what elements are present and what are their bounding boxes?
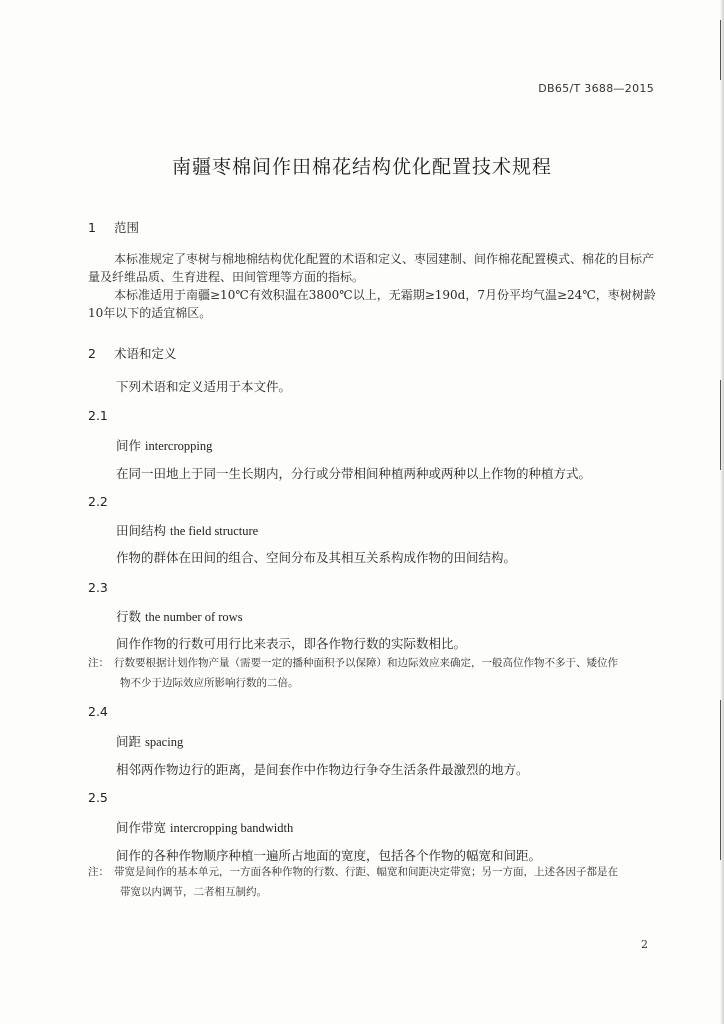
definition-2-1: 在同一田地上于同一生长期内，分行或分带相间种植两种或两种以上作物的种植方式。: [116, 466, 592, 481]
clause-number-2-2: 2.2: [88, 494, 108, 509]
note-line-1: 带宽是间作的基本单元，一方面各种作物的行数、行距、幅宽和间距决定带宽；另一方面，上述各因子都是在: [114, 866, 618, 878]
scan-artifact: [720, 20, 721, 80]
term-english: intercropping bandwidth: [170, 821, 294, 835]
note-label: 注：: [88, 657, 109, 669]
clause-number-2-5: 2.5: [88, 790, 108, 805]
term-english: the number of rows: [145, 610, 243, 624]
definition-2-4: 相邻两作物边行的距离，是间套作中作物边行争夺生活条件最激烈的地方。: [116, 762, 529, 777]
scan-artifact: [720, 700, 721, 860]
section-title: 范围: [113, 220, 139, 235]
clause-number-2-4: 2.4: [88, 704, 108, 719]
term-chinese: 田间结构: [116, 523, 167, 538]
term-2-2: [116, 521, 258, 539]
term-english: spacing: [145, 735, 184, 749]
page-number: 2: [641, 938, 648, 951]
definition-2-3: 间作作物的行数可用行比来表示，即各作物行数的实际数相比。: [116, 636, 467, 651]
note-line-2: 物不少于边际效应所影响行数的二倍。: [120, 677, 299, 689]
section-1-heading: [88, 218, 139, 236]
standard-code: DB65/T 3688—2015: [538, 82, 654, 95]
term-2-1: [116, 436, 212, 454]
section-2-heading: [88, 344, 177, 362]
section-number: 2: [88, 346, 96, 361]
terms-intro: 下列术语和定义适用于本文件。: [116, 379, 292, 394]
clause-number-2-3: 2.3: [88, 580, 108, 595]
term-2-4: [116, 732, 183, 750]
term-chinese: 间作: [116, 438, 142, 453]
document-title: 南疆枣棉间作田棉花结构优化配置技术规程: [171, 156, 552, 178]
scope-paragraph-2: 本标准适用于南疆≥10℃有效积温在3800℃以上，无霜期≥190d，7月份平均气温≥24℃，枣树树龄10年以下的适宜棉区。: [88, 288, 656, 320]
term-2-5: [116, 818, 293, 836]
note-label: 注：: [88, 866, 109, 878]
scan-edge-shadow: [720, 0, 724, 1024]
scan-artifact: [720, 380, 721, 470]
note-2-3: [88, 653, 660, 693]
clause-number-2-1: 2.1: [88, 408, 108, 423]
term-chinese: 间距: [116, 734, 142, 749]
section-title: 术语和定义: [113, 346, 177, 361]
term-2-3: [116, 607, 243, 625]
note-line-2: 带宽以内调节，二者相互制约。: [120, 886, 267, 898]
scope-paragraph-1: 本标准规定了枣树与棉地棉结构优化配置的术语和定义、枣园建制、间作棉花配置模式、棉花的目标产量及纤维品质、生育进程、田间管理等方面的指标。: [88, 252, 655, 284]
term-english: the field structure: [170, 524, 259, 538]
term-english: intercropping: [145, 439, 213, 453]
term-chinese: 行数: [116, 609, 142, 624]
section-number: 1: [88, 220, 96, 235]
note-line-1: 行数要根据计划作物产量（需要一定的播种面积予以保障）和边际效应来确定，一般高位作物不多于、矮位作: [114, 657, 618, 669]
definition-2-5: 间作的各种作物顺序种植一遍所占地面的宽度，包括各个作物的幅宽和间距。: [116, 848, 542, 863]
definition-2-2: 作物的群体在田间的组合、空间分布及其相互关系构成作物的田间结构。: [116, 550, 517, 565]
term-chinese: 间作带宽: [116, 820, 167, 835]
note-2-5: [88, 862, 660, 902]
